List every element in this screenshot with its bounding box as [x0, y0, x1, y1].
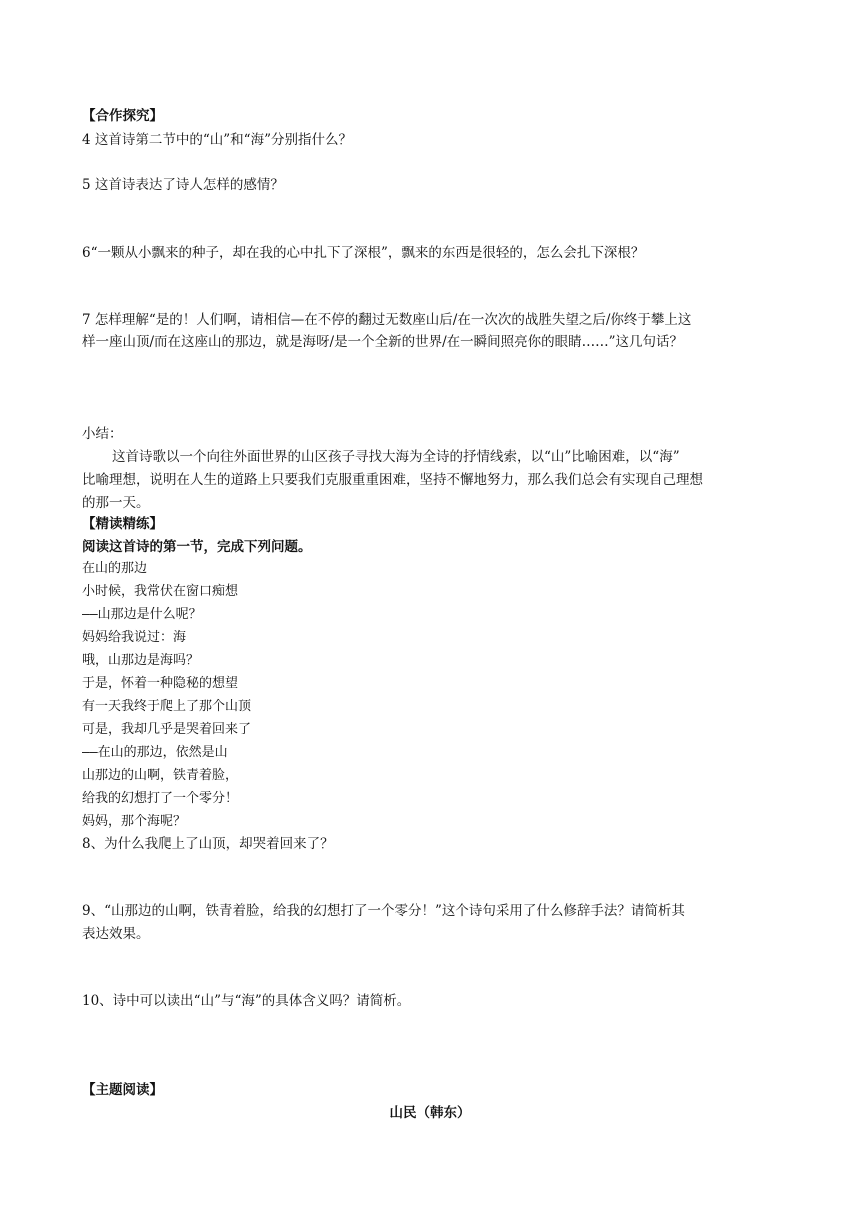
- question-7-line-1: 7 怎样理解“是的！人们啊，请相信—在不停的翻过无数座山后/在一次次的战胜失望之后/你终于攀上这: [82, 312, 692, 328]
- poem-line: ——山那边是什么呢？: [82, 607, 202, 622]
- reading-instruction: 阅读这首诗的第一节，完成下列问题。: [82, 539, 312, 555]
- question-5: 5 这首诗表达了诗人怎样的感情？: [82, 177, 284, 193]
- summary-line-2: 比喻理想，说明在人生的道路上只要我们克服重重困难，坚持不懈地努力，那么我们总会有实现自己理想: [82, 472, 703, 488]
- question-6: 6“一颗从小飘来的种子，却在我的心中扎下了深根”，飘来的东西是很轻的，怎么会扎下深根？: [82, 245, 645, 261]
- poem-line: 可是，我却几乎是哭着回来了: [82, 722, 252, 737]
- question-10: 10、诗中可以读出“山”与“海”的具体含义吗？请简析。: [82, 993, 411, 1009]
- poem-line: 在山的那边: [82, 561, 148, 576]
- poem-line: 妈妈，那个海呢？: [82, 814, 187, 829]
- poem-line: 于是，怀着一种隐秘的想望: [82, 676, 239, 691]
- question-8: 8、为什么我爬上了山顶，却哭着回来了？: [82, 836, 334, 852]
- poem-line: 小时候，我常伏在窗口痴想: [82, 584, 239, 599]
- question-9-line-2: 表达效果。: [82, 926, 150, 942]
- poem-line: 妈妈给我说过：海: [82, 630, 187, 645]
- summary-line-1: 这首诗歌以一个向往外面世界的山区孩子寻找大海为全诗的抒情线索，以“山”比喻困难，以“海”: [112, 449, 680, 465]
- section-heading-reading: 【精读精练】: [82, 516, 163, 532]
- question-9-line-1: 9、“山那边的山啊，铁青着脸，给我的幻想打了一个零分！”这个诗句采用了什么修辞手法？请简析其: [82, 903, 685, 919]
- summary-line-3: 的那一天。: [82, 495, 150, 511]
- section-heading-theme: 【主题阅读】: [82, 1082, 163, 1098]
- poem-line: 给我的幻想打了一个零分！: [82, 791, 239, 806]
- question-7-line-2: 样一座山顶/而在这座山的那边，就是海呀/是一个全新的世界/在一瞬间照亮你的眼睛……”这几句话？: [82, 334, 684, 350]
- summary-label: 小结：: [82, 426, 123, 442]
- poem-line: ——在山的那边，依然是山: [82, 745, 228, 760]
- question-4: 4 这首诗第二节中的“山”和“海”分别指什么？: [82, 132, 352, 148]
- poem-line: 有一天我终于爬上了那个山顶: [82, 699, 252, 714]
- theme-poem-title: 山民（韩东）: [389, 1105, 471, 1121]
- poem-line: 山那边的山啊，铁青着脸，: [82, 768, 239, 783]
- poem-line: 哦，山那边是海吗？: [82, 653, 200, 668]
- section-heading-cooperative: 【合作探究】: [82, 108, 163, 124]
